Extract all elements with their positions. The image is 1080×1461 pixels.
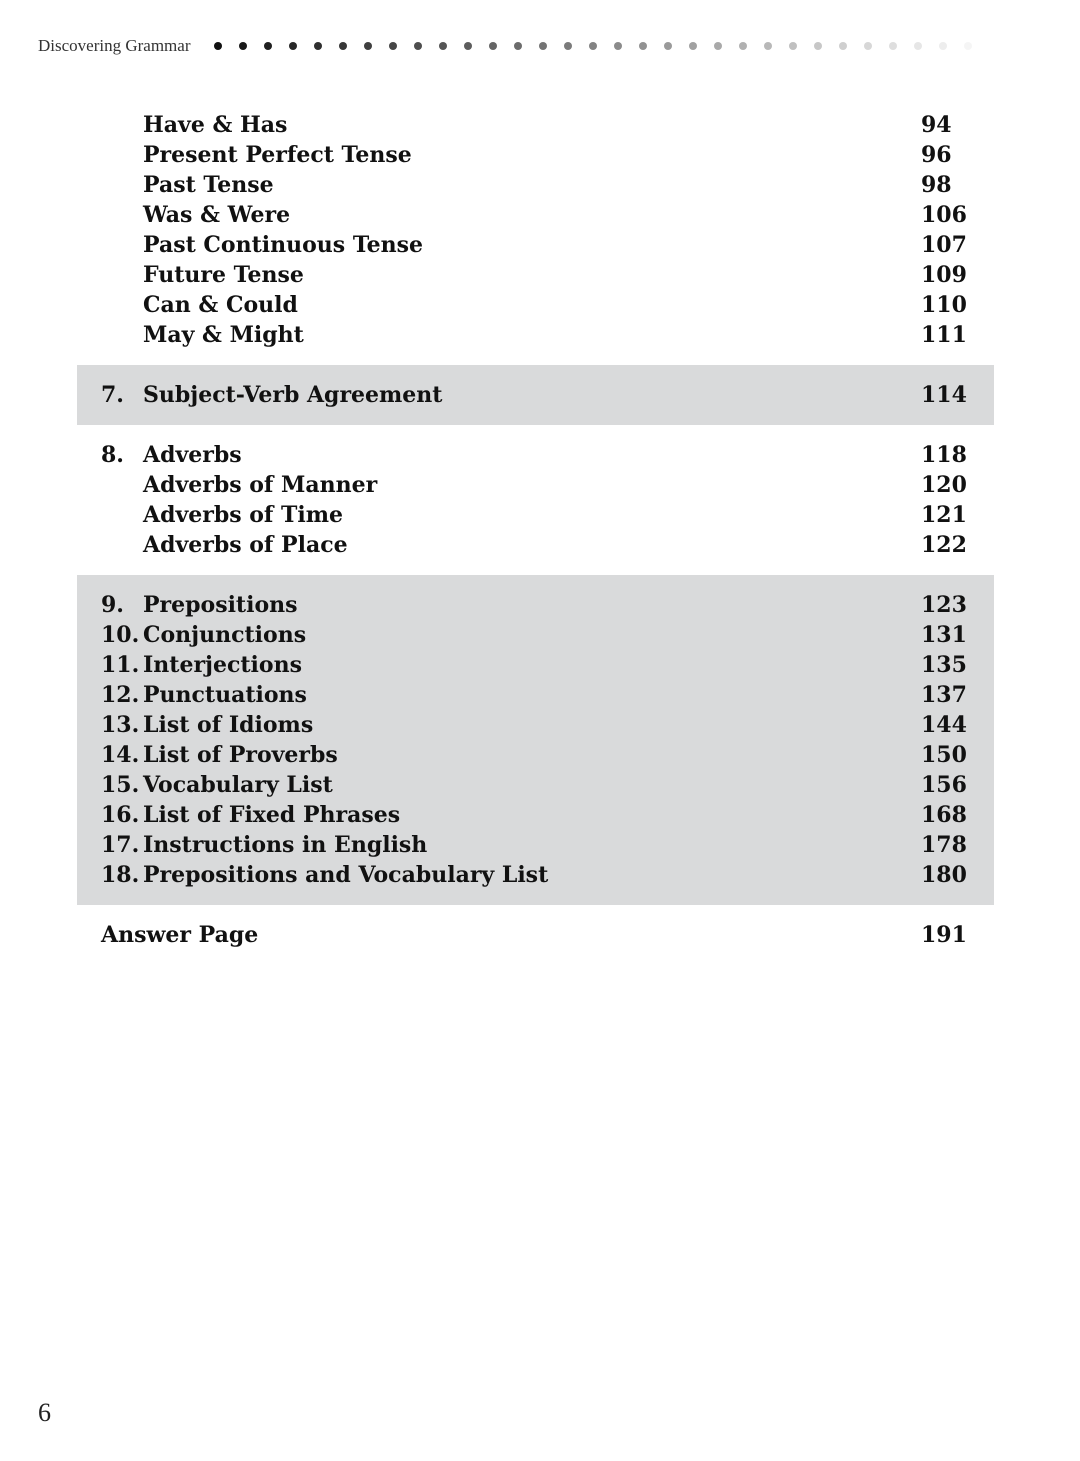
toc-entry-title: Vocabulary List [143, 772, 333, 798]
header-dot [564, 42, 572, 50]
toc-entry-title: Adverbs of Manner [143, 472, 378, 498]
toc-entry[interactable] [77, 380, 994, 410]
header-dot [839, 42, 847, 50]
header-dot [764, 42, 772, 50]
toc-entry[interactable] [77, 620, 994, 650]
toc-entry[interactable] [77, 140, 994, 170]
toc-entry-number: 11. [101, 652, 140, 678]
toc-entry-page: 111 [921, 322, 967, 348]
toc-entry[interactable] [77, 260, 994, 290]
toc-entry-page: 123 [921, 592, 967, 618]
toc-entry-number: 14. [101, 742, 140, 768]
header-dot [264, 42, 272, 50]
toc-entry-title: Prepositions and Vocabulary List [143, 862, 549, 888]
toc-entry-number: 9. [101, 592, 124, 618]
toc-entry-page: 168 [921, 802, 967, 828]
header-dot [214, 42, 222, 50]
toc-entry-title: Answer Page [101, 922, 259, 948]
toc-entry-page: 144 [921, 712, 967, 738]
toc-entry[interactable] [77, 590, 994, 620]
page-number: 6 [38, 1398, 51, 1427]
toc-entry-title: May & Might [143, 322, 304, 348]
toc-entry[interactable] [77, 680, 994, 710]
toc-entry-title: Adverbs of Time [143, 502, 344, 528]
toc-entry-page: 107 [921, 232, 967, 258]
toc-entry-title: List of Fixed Phrases [143, 802, 401, 828]
toc-entry[interactable] [77, 290, 994, 320]
toc-entry-page: 94 [921, 112, 952, 138]
header-dot [514, 42, 522, 50]
running-header [38, 34, 1040, 58]
toc-entry-page: 96 [921, 142, 952, 168]
toc-entry-page: 106 [921, 202, 967, 228]
header-dot [614, 42, 622, 50]
toc-section [77, 425, 994, 575]
header-dot [339, 42, 347, 50]
toc-entry-page: 120 [921, 472, 967, 498]
toc-entry-title: Present Perfect Tense [143, 142, 412, 168]
header-dot [539, 42, 547, 50]
toc-entry-page: 110 [921, 292, 967, 318]
toc-entry-title: List of Proverbs [143, 742, 338, 768]
toc-entry-number: 12. [101, 682, 140, 708]
toc-entry[interactable] [77, 170, 994, 200]
header-dot [289, 42, 297, 50]
toc-entry[interactable] [77, 230, 994, 260]
toc-entry-page: 122 [921, 532, 967, 558]
toc-entry[interactable] [77, 200, 994, 230]
toc-entry-page: 150 [921, 742, 967, 768]
toc-section [77, 365, 994, 425]
toc-entry-title: Instructions in English [143, 832, 428, 858]
toc-entry-number: 13. [101, 712, 140, 738]
book-title: Discovering Grammar [38, 36, 191, 55]
toc-entry-number: 10. [101, 622, 140, 648]
header-dot [389, 42, 397, 50]
toc-entry[interactable] [77, 860, 994, 890]
toc-entry-page: 114 [921, 382, 967, 408]
toc-entry-title: Interjections [143, 652, 302, 678]
toc-entry-title: Punctuations [143, 682, 307, 708]
header-dot [814, 42, 822, 50]
header-dot [314, 42, 322, 50]
toc-entry-page: 98 [921, 172, 952, 198]
toc-entry-page: 118 [921, 442, 967, 468]
toc-entry-page: 109 [921, 262, 967, 288]
toc-entry-page: 178 [921, 832, 967, 858]
toc-entry-title: Adverbs [143, 442, 242, 468]
toc-entry-page: 180 [921, 862, 967, 888]
toc-entry[interactable] [77, 770, 994, 800]
toc-entry-page: 135 [921, 652, 967, 678]
toc-entry-number: 7. [101, 382, 124, 408]
toc-entry-number: 16. [101, 802, 140, 828]
toc-entry-title: Have & Has [143, 112, 288, 138]
toc-entry[interactable] [77, 830, 994, 860]
toc-entry[interactable] [77, 440, 994, 470]
toc-entry-number: 18. [101, 862, 140, 888]
header-dot [789, 42, 797, 50]
toc-entry-title: Prepositions [143, 592, 298, 618]
header-dot [739, 42, 747, 50]
toc-entry-page: 191 [921, 922, 967, 948]
toc-section [77, 905, 994, 950]
toc-entry-title: Past Tense [143, 172, 274, 198]
toc-entry[interactable] [77, 110, 994, 140]
toc-entry-title: Conjunctions [143, 622, 307, 648]
header-dot [439, 42, 447, 50]
toc-entry-title: Adverbs of Place [143, 532, 348, 558]
toc-entry[interactable] [77, 740, 994, 770]
toc-entry-page: 131 [921, 622, 967, 648]
toc-entry-title: List of Idioms [143, 712, 314, 738]
header-dot [964, 42, 972, 50]
header-dot [714, 42, 722, 50]
header-dot [914, 42, 922, 50]
toc-section [77, 575, 994, 905]
header-dot [639, 42, 647, 50]
toc-entry-page: 137 [921, 682, 967, 708]
toc-entry-title: Past Continuous Tense [143, 232, 424, 258]
toc-entry[interactable] [77, 530, 994, 560]
toc-entry[interactable] [77, 920, 994, 950]
header-dot [889, 42, 897, 50]
header-dot [864, 42, 872, 50]
toc-entry-page: 156 [921, 772, 967, 798]
toc-entry[interactable] [77, 650, 994, 680]
header-dot [414, 42, 422, 50]
header-dot [489, 42, 497, 50]
toc-entry[interactable] [77, 710, 994, 740]
toc-entry-title: Can & Could [143, 292, 298, 318]
toc-entry[interactable] [77, 800, 994, 830]
toc-entry[interactable] [77, 500, 994, 530]
toc-entry-number: 8. [101, 442, 124, 468]
header-dot [239, 42, 247, 50]
header-dot [689, 42, 697, 50]
header-dot [364, 42, 372, 50]
toc-entry-number: 17. [101, 832, 140, 858]
header-dot [464, 42, 472, 50]
decorative-dot-row [214, 42, 989, 50]
toc-entry[interactable] [77, 470, 994, 500]
toc-entry-title: Future Tense [143, 262, 304, 288]
header-dot [939, 42, 947, 50]
table-of-contents [77, 110, 994, 950]
header-dot [664, 42, 672, 50]
toc-entry-title: Was & Were [143, 202, 291, 228]
toc-entry-page: 121 [921, 502, 967, 528]
header-dot [589, 42, 597, 50]
toc-section [77, 110, 994, 365]
toc-entry-title: Subject-Verb Agreement [143, 382, 443, 408]
toc-entry[interactable] [77, 320, 994, 350]
toc-entry-number: 15. [101, 772, 140, 798]
